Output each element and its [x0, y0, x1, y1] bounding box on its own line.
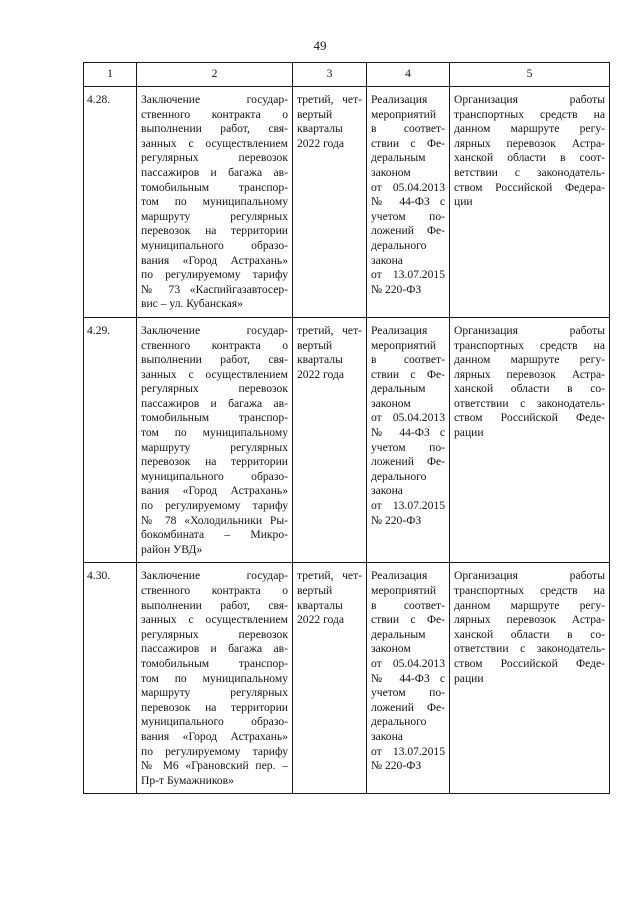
basis-line: мероприятий — [371, 107, 437, 121]
basis-line: № 220-ФЗ — [371, 759, 422, 773]
description-line: регулярных перевозок — [141, 151, 288, 165]
result-line: ции — [454, 195, 473, 209]
description-line: ственного контракта о — [141, 107, 288, 121]
deadline-line: вертый — [297, 584, 333, 597]
basis-line: № 220-ФЗ — [371, 282, 422, 296]
deadline-line: вертый — [297, 107, 333, 121]
row-number-cell — [84, 87, 137, 318]
result-line: транспортных средств на — [454, 107, 605, 121]
description-cell — [137, 563, 293, 794]
description-line: вания «Город Астрахань» — [141, 484, 288, 498]
result-line: данном маршруте регу- — [454, 598, 605, 612]
basis-line: № 44-ФЗ с — [371, 426, 445, 440]
description-line: по регулируемому тарифу — [141, 744, 288, 758]
basis-cell — [367, 317, 450, 563]
description-line: том по муниципальному — [141, 195, 288, 209]
basis-line: от 05.04.2013 — [371, 656, 445, 670]
basis-line: № 44-ФЗ с — [371, 671, 445, 685]
description-line: регулярных перевозок — [141, 382, 288, 396]
basis-line: ложений Фе- — [371, 455, 445, 469]
deadline-line: 2022 года — [297, 367, 345, 381]
deadline-line: кварталы — [297, 353, 343, 367]
basis-line: учетом по- — [371, 209, 445, 223]
description-line: пассажиров и багажа ав- — [141, 642, 288, 656]
basis-line: закона — [371, 253, 403, 267]
result-cell — [450, 87, 610, 318]
basis-line: учетом по- — [371, 440, 445, 454]
description-line: вания «Город Астрахань» — [141, 253, 288, 267]
result-line: ханской области в со- — [454, 627, 605, 641]
result-line: ством Российской Федера- — [454, 180, 605, 194]
basis-line: ложений Фе- — [371, 700, 445, 714]
description-line: выполнении работ, свя- — [141, 353, 288, 367]
description-line: перевозок на территории — [141, 700, 288, 714]
description-line: вис – ул. Кубанская» — [141, 297, 243, 311]
deadline-cell — [293, 87, 367, 318]
result-line: ханской области в соот- — [454, 151, 605, 165]
deadline-line: кварталы — [297, 122, 343, 136]
description-line: занных с осуществлением — [141, 367, 288, 381]
row-number: 4.29. — [87, 323, 111, 337]
description-line: выполнении работ, свя- — [141, 598, 288, 612]
basis-line: мероприятий — [371, 584, 437, 597]
description-cell — [137, 317, 293, 563]
description-line: муниципального образо- — [141, 238, 288, 252]
basis-line: мероприятий — [371, 338, 437, 352]
header-col-1: 1 — [107, 67, 113, 80]
basis-line: ложений Фе- — [371, 224, 445, 238]
result-line: Организация работы — [454, 569, 605, 583]
basis-line: ствии с Фе- — [371, 367, 445, 381]
description-line: занных с осуществлением — [141, 613, 288, 627]
deadline-line: вертый — [297, 338, 333, 352]
description-line: № М6 «Грановский пер. – — [141, 759, 288, 773]
description-line: муниципального образо- — [141, 469, 288, 483]
description-line: маршруту регулярных — [141, 209, 288, 223]
description-line: занных с осуществлением — [141, 136, 288, 150]
header-cell — [367, 63, 450, 87]
header-cell — [450, 63, 610, 87]
result-line: рации — [454, 671, 484, 685]
basis-line: в соответ- — [371, 598, 445, 612]
table-header-row — [84, 63, 610, 87]
description-line: пассажиров и багажа ав- — [141, 396, 288, 410]
deadline-line: кварталы — [297, 598, 343, 612]
plan-table — [83, 62, 610, 794]
result-line: лярных перевозок Астра- — [454, 613, 605, 627]
basis-line: Реализация — [371, 569, 428, 583]
basis-cell — [367, 87, 450, 318]
description-line: вания «Город Астрахань» — [141, 729, 288, 743]
result-cell — [450, 317, 610, 563]
basis-line: от 13.07.2015 — [371, 499, 445, 513]
description-line: бокомбината – Микро- — [141, 528, 288, 542]
description-line: маршруту регулярных — [141, 686, 288, 700]
description-line: ственного контракта о — [141, 338, 288, 352]
description-line: район УВД» — [141, 542, 203, 556]
result-line: ветствии с законодатель- — [454, 165, 605, 179]
header-cell — [137, 63, 293, 87]
row-number-cell — [84, 317, 137, 563]
result-line: рации — [454, 426, 484, 440]
description-line: пассажиров и багажа ав- — [141, 165, 288, 179]
deadline-line: третий, чет- — [297, 93, 362, 106]
header-cell — [84, 63, 137, 87]
header-cell — [293, 63, 367, 87]
description-line: Пр-т Бумажников» — [141, 773, 234, 787]
basis-line: деральным — [371, 382, 426, 396]
basis-line: законом — [371, 396, 411, 410]
description-line: муниципального образо- — [141, 715, 288, 729]
row-number-cell — [84, 563, 137, 794]
table-row — [84, 317, 610, 563]
basis-line: от 05.04.2013 — [371, 180, 445, 194]
description-line: по регулируемому тарифу — [141, 268, 288, 282]
result-line: лярных перевозок Астра- — [454, 367, 605, 381]
basis-line: закона — [371, 729, 403, 743]
deadline-line: третий, чет- — [297, 569, 362, 583]
basis-line: дерального — [371, 469, 427, 483]
result-line: ханской области в со- — [454, 382, 605, 396]
description-line: Заключение государ- — [141, 93, 288, 106]
basis-line: № 44-ФЗ с — [371, 195, 445, 209]
basis-line: ствии с Фе- — [371, 613, 445, 627]
basis-line: Реализация — [371, 323, 428, 337]
basis-line: в соответ- — [371, 122, 445, 136]
header-col-3: 3 — [326, 67, 333, 80]
basis-line: закона — [371, 484, 403, 498]
description-line: регулярных перевозок — [141, 627, 288, 641]
result-line: данном маршруте регу- — [454, 353, 605, 367]
description-line: томобильным транспор- — [141, 656, 288, 670]
description-line: маршруту регулярных — [141, 440, 288, 454]
header-col-4: 4 — [405, 67, 411, 80]
page-number: 49 — [313, 38, 327, 53]
result-line: ством Российской Феде- — [454, 411, 605, 425]
header-col-2: 2 — [211, 67, 218, 80]
basis-line: в соответ- — [371, 353, 445, 367]
deadline-cell — [293, 563, 367, 794]
basis-cell — [367, 563, 450, 794]
deadline-line: третий, чет- — [297, 323, 362, 337]
basis-line: дерального — [371, 238, 427, 252]
basis-line: Реализация — [371, 93, 428, 106]
basis-line: дерального — [371, 715, 427, 729]
description-line: по регулируемому тарифу — [141, 499, 288, 513]
description-line: томобильным транспор- — [141, 180, 288, 194]
result-line: транспортных средств на — [454, 338, 605, 352]
basis-line: законом — [371, 642, 411, 656]
result-line: данном маршруте регу- — [454, 122, 605, 136]
result-line: ответствии с законодатель- — [454, 396, 605, 410]
description-cell — [137, 87, 293, 318]
description-line: перевозок на территории — [141, 455, 288, 469]
result-line: ответствии с законодатель- — [454, 642, 605, 656]
basis-line: учетом по- — [371, 686, 445, 700]
basis-line: от 13.07.2015 — [371, 268, 445, 282]
basis-line: законом — [371, 165, 411, 179]
table-row — [84, 563, 610, 794]
deadline-cell — [293, 317, 367, 563]
basis-line: деральным — [371, 627, 426, 641]
result-line: транспортных средств на — [454, 584, 605, 597]
deadline-line: 2022 года — [297, 613, 345, 627]
description-line: том по муниципальному — [141, 671, 288, 685]
result-line: Организация работы — [454, 93, 605, 106]
description-line: томобильным транспор- — [141, 411, 288, 425]
description-line: выполнении работ, свя- — [141, 122, 288, 136]
description-line: ственного контракта о — [141, 584, 288, 597]
basis-line: от 13.07.2015 — [371, 744, 445, 758]
result-line: ством Российской Феде- — [454, 656, 605, 670]
row-number: 4.28. — [87, 93, 111, 106]
row-number: 4.30. — [87, 569, 111, 583]
basis-line: ствии с Фе- — [371, 136, 445, 150]
result-line: лярных перевозок Астра- — [454, 136, 605, 150]
header-col-5: 5 — [526, 67, 533, 80]
description-line: Заключение государ- — [141, 323, 288, 337]
result-cell — [450, 563, 610, 794]
deadline-line: 2022 года — [297, 136, 345, 150]
description-line: № 78 «Холодильники Ры- — [141, 513, 288, 527]
basis-line: от 05.04.2013 — [371, 411, 445, 425]
description-line: Заключение государ- — [141, 569, 288, 583]
description-line: № 73 «Каспийгазавтосер- — [141, 282, 288, 296]
basis-line: деральным — [371, 151, 426, 165]
description-line: том по муниципальному — [141, 426, 288, 440]
table-row — [84, 87, 610, 318]
basis-line: № 220-ФЗ — [371, 513, 422, 527]
result-line: Организация работы — [454, 323, 605, 337]
description-line: перевозок на территории — [141, 224, 288, 238]
